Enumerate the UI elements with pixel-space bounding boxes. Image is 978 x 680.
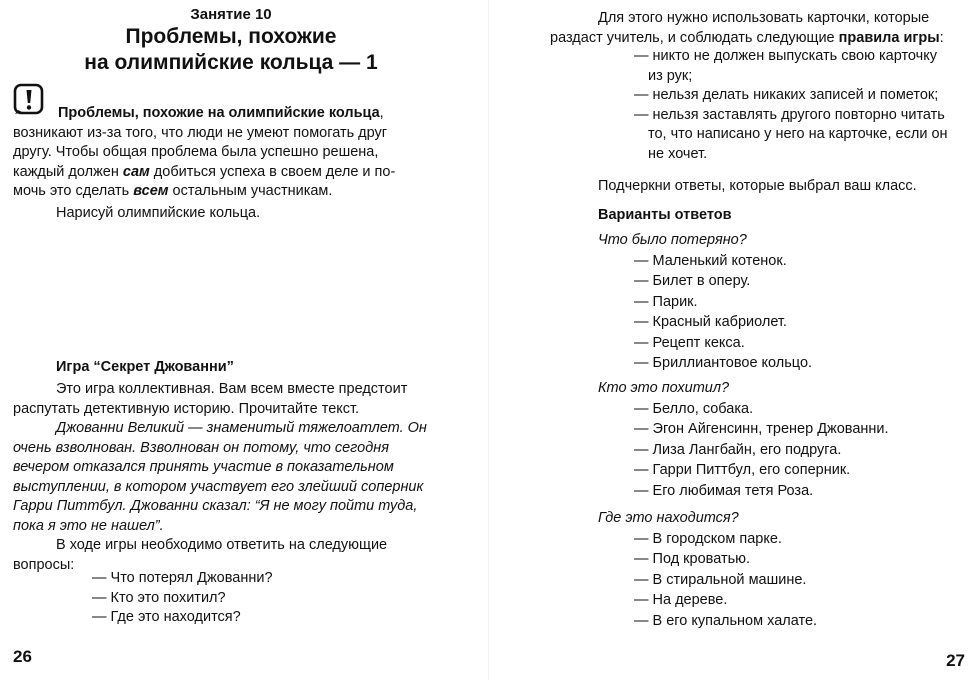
underline-instruction: Подчеркни ответы, которые выбрал ваш класс. bbox=[598, 178, 917, 194]
intro-bold-lead: Проблемы, похожие на олимпийские кольца bbox=[58, 105, 380, 121]
rule-line: из рук; bbox=[648, 67, 693, 84]
game-line: распутать детективную историю. Прочитайте текст. bbox=[13, 400, 360, 417]
game-line: Это игра коллективная. Вам всем вместе предстоит bbox=[56, 381, 408, 397]
page-number-right: 27 bbox=[946, 651, 965, 670]
lesson-title-line-2: на олимпийские кольца — 1 bbox=[84, 51, 378, 74]
story-line: пока я это не нашел”. bbox=[13, 517, 164, 534]
game-title: Игра “Секрет Джованни” bbox=[56, 359, 234, 375]
question-item: — Где это находится? bbox=[92, 609, 241, 625]
category-question: Что было потеряно? bbox=[598, 232, 747, 248]
intro-text: остальным участникам. bbox=[168, 183, 333, 199]
question-item: — Кто это похитил? bbox=[92, 589, 226, 606]
rule-line: — нельзя заставлять другого повторно читать bbox=[634, 106, 945, 123]
rules-list bbox=[634, 47, 974, 164]
drawing-instruction: Нарисуй олимпийские кольца. bbox=[56, 205, 261, 221]
rule-line: не хочет. bbox=[648, 145, 708, 162]
answer-item: — Маленький котенок. bbox=[634, 253, 787, 269]
answer-item: — Рецепт кекса. bbox=[634, 334, 745, 351]
answer-item: — Эгон Айгенсинн, тренер Джованни. bbox=[634, 421, 889, 438]
category-question: Где это находится? bbox=[598, 510, 739, 526]
right-page bbox=[489, 0, 978, 680]
category-question: Кто это похитил? bbox=[598, 380, 730, 396]
intro-text: мочь это сделать bbox=[13, 183, 134, 199]
intro-paragraph bbox=[13, 104, 431, 202]
question-list bbox=[92, 569, 392, 628]
questions-intro-line: вопросы: bbox=[13, 556, 75, 573]
intro-lead-tail: , bbox=[379, 105, 384, 121]
lesson-title bbox=[0, 24, 462, 76]
intro-text: добиться успеха в своем деле и по- bbox=[149, 163, 396, 180]
answer-item: — В городском парке. bbox=[634, 531, 782, 547]
answer-item: — В его купальном халате. bbox=[634, 612, 818, 629]
story-line: вечером отказался принять участие в показательном bbox=[13, 459, 394, 475]
answer-item: — Бриллиантовое кольцо. bbox=[634, 355, 813, 372]
intro-emphasis: всем bbox=[133, 183, 169, 199]
intro-line bbox=[13, 104, 431, 124]
story-line: выступлении, в котором участвует его злейший соперник bbox=[13, 478, 424, 495]
answer-item: — В стиральной машине. bbox=[634, 571, 807, 588]
rules-intro bbox=[550, 9, 970, 48]
answer-item: — Красный кабриолет. bbox=[634, 314, 787, 331]
rule-line: — никто не должен выпускать свою карточку bbox=[634, 48, 937, 64]
answer-list bbox=[634, 529, 817, 631]
questions-intro-line: В ходе игры необходимо ответить на следующие bbox=[56, 537, 388, 553]
answer-item: — Под кроватью. bbox=[634, 551, 751, 568]
lesson-title-line-1: Проблемы, похожие bbox=[125, 25, 337, 48]
answer-item: — Билет в оперу. bbox=[634, 273, 751, 290]
intro-line: другу. Чтобы общая проблема была успешно решена, bbox=[13, 144, 379, 160]
intro-line: возникают из-за того, что люди не умеют помогать друг bbox=[13, 124, 388, 141]
answer-item: — На дереве. bbox=[634, 592, 728, 609]
intro-text: каждый должен bbox=[13, 163, 123, 180]
page-number-left: 26 bbox=[13, 647, 32, 666]
rules-intro-bold: правила игры bbox=[838, 29, 940, 46]
answer-list bbox=[634, 399, 889, 501]
rules-intro-line: Для этого нужно использовать карточки, которые bbox=[598, 10, 930, 26]
rules-intro-text: : bbox=[939, 29, 944, 46]
story-line: Джованни Великий — знаменитый тяжелоатлет. Он bbox=[56, 420, 427, 436]
answer-item: — Гарри Питтбул, его соперник. bbox=[634, 462, 851, 479]
story-line: очень взволнован. Взволнован он потому, что сегодня bbox=[13, 439, 389, 456]
question-item: — Что потерял Джованни? bbox=[92, 570, 273, 586]
rules-intro-text: раздаст учитель, и соблюдать следующие bbox=[550, 29, 839, 46]
answer-list bbox=[634, 251, 812, 373]
rule-line: — нельзя делать никаких записей и пометок; bbox=[634, 87, 939, 103]
rule-line: то, что написано у него на карточке, если он bbox=[648, 126, 948, 142]
story-line: Гарри Питтбул. Джованни сказал: “Я не могу пойти туда, bbox=[13, 498, 418, 514]
rules-intro-line bbox=[550, 29, 970, 49]
answer-item: — Белло, собака. bbox=[634, 401, 754, 417]
answer-item: — Его любимая тетя Роза. bbox=[634, 482, 814, 499]
answer-item: — Парик. bbox=[634, 293, 698, 310]
answers-heading: Варианты ответов bbox=[598, 207, 732, 223]
story-text bbox=[13, 419, 431, 536]
intro-line bbox=[13, 182, 431, 202]
answer-item: — Лиза Лангбайн, его подруга. bbox=[634, 441, 842, 458]
intro-line bbox=[13, 163, 431, 183]
lesson-number: Занятие 10 bbox=[190, 6, 272, 23]
game-text bbox=[13, 380, 431, 575]
intro-emphasis: сам bbox=[122, 163, 150, 180]
